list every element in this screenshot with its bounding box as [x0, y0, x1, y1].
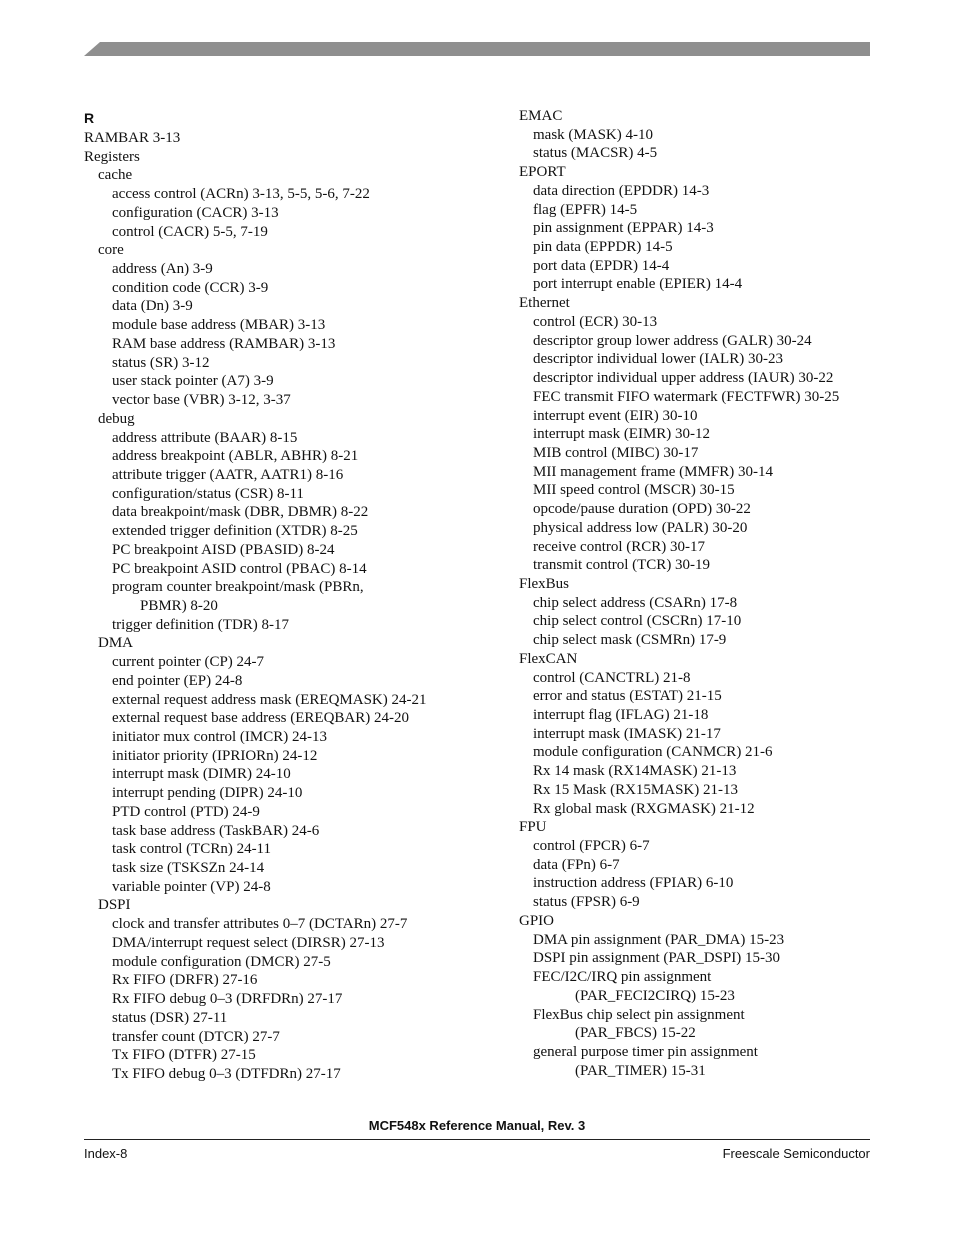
index-entry: DMA pin assignment (PAR_DMA) 15-23: [533, 931, 785, 948]
index-entry: pin assignment (EPPAR) 14-3: [533, 220, 714, 237]
index-entry: Registers: [84, 148, 140, 165]
index-entry: descriptor group lower address (GALR) 30-24: [533, 332, 812, 349]
index-entry: GPIO: [519, 912, 555, 929]
index-entry: data breakpoint/mask (DBR, DBMR) 8-22: [112, 504, 369, 521]
index-entry: Rx global mask (RXGMASK) 21-12: [533, 800, 755, 817]
footer-divider: [84, 1139, 870, 1140]
index-entry: transfer count (DTCR) 27-7: [112, 1028, 280, 1045]
index-entry: Rx 14 mask (RX14MASK) 21-13: [533, 763, 737, 780]
index-entry: Rx FIFO (DRFR) 27-16: [112, 972, 258, 989]
index-entry: interrupt mask (IMASK) 21-17: [533, 725, 721, 742]
index-entry: (PAR_FECI2CIRQ) 15-23: [575, 987, 735, 1004]
index-entry: mask (MASK) 4-10: [533, 126, 653, 143]
index-entry: external request base address (EREQBAR) 24-20: [112, 710, 409, 727]
index-entry: interrupt mask (EIMR) 30-12: [533, 426, 711, 443]
index-right-column: [519, 107, 939, 1080]
index-entry: module configuration (DMCR) 27-5: [112, 953, 331, 970]
index-entry: address (An) 3-9: [112, 261, 213, 278]
index-entry: clock and transfer attributes 0–7 (DCTARn) 27-7: [112, 916, 408, 933]
index-entry: flag (EPFR) 14-5: [533, 201, 638, 218]
index-left-column: [84, 107, 504, 1084]
index-entry: condition code (CCR) 3-9: [112, 279, 269, 296]
index-entry: cache: [98, 167, 133, 184]
index-entry: FEC transmit FIFO watermark (FECTFWR) 30-25: [533, 388, 840, 405]
index-letter-heading: R: [84, 110, 95, 126]
index-entry: Ethernet: [519, 295, 570, 312]
index-entry: status (DSR) 27-11: [112, 1009, 228, 1026]
index-entry: descriptor individual upper address (IAUR) 30-22: [533, 370, 834, 387]
index-entry: task size (TSKSZn 24-14: [112, 860, 265, 877]
index-entry: MII management frame (MMFR) 30-14: [533, 463, 773, 480]
index-entry: Tx FIFO debug 0–3 (DTFDRn) 27-17: [112, 1065, 341, 1082]
index-entry: control (CACR) 5-5, 7-19: [112, 223, 268, 240]
publisher-name: Freescale Semiconductor: [722, 1146, 870, 1161]
index-entry: initiator priority (IPRIORn) 24-12: [112, 747, 318, 764]
index-entry: trigger definition (TDR) 8-17: [112, 616, 290, 633]
index-entry: vector base (VBR) 3-12, 3-37: [112, 392, 291, 409]
index-entry: chip select control (CSCRn) 17-10: [533, 613, 742, 630]
index-entry: descriptor individual lower (IALR) 30-23: [533, 351, 783, 368]
index-entry: program counter breakpoint/mask (PBRn,: [112, 579, 364, 596]
index-entry: error and status (ESTAT) 21-15: [533, 688, 722, 705]
index-entry: MII speed control (MSCR) 30-15: [533, 482, 735, 499]
index-entry: task control (TCRn) 24-11: [112, 841, 272, 858]
index-entry: interrupt mask (DIMR) 24-10: [112, 766, 291, 783]
index-entry: Tx FIFO (DTFR) 27-15: [112, 1047, 256, 1064]
index-entry: status (SR) 3-12: [112, 354, 210, 371]
index-entry: RAMBAR 3-13: [84, 130, 181, 146]
header-bar: [84, 42, 870, 56]
index-entry: configuration (CACR) 3-13: [112, 204, 279, 221]
index-entry: DMA/interrupt request select (DIRSR) 27-13: [112, 934, 385, 951]
index-entry: data (Dn) 3-9: [112, 298, 193, 315]
index-entry: port interrupt enable (EPIER) 14-4: [533, 276, 743, 293]
index-entry: PC breakpoint AISD (PBASID) 8-24: [112, 541, 335, 558]
index-entry: PTD control (PTD) 24-9: [112, 803, 260, 820]
index-entry: EPORT: [519, 164, 566, 181]
index-entry: task base address (TaskBAR) 24-6: [112, 822, 320, 839]
index-entry: port data (EPDR) 14-4: [533, 257, 670, 274]
index-entry: data direction (EPDDR) 14-3: [533, 182, 710, 199]
index-entry: instruction address (FPIAR) 6-10: [533, 875, 734, 892]
index-entry: transmit control (TCR) 30-19: [533, 557, 711, 574]
index-entry: interrupt pending (DIPR) 24-10: [112, 785, 303, 802]
index-entry: pin data (EPPDR) 14-5: [533, 239, 673, 256]
index-entry: (PAR_FBCS) 15-22: [575, 1025, 696, 1042]
index-entry: chip select mask (CSMRn) 17-9: [533, 632, 727, 649]
index-entry: address breakpoint (ABLR, ABHR) 8-21: [112, 448, 359, 465]
index-entry: initiator mux control (IMCR) 24-13: [112, 729, 327, 745]
index-entry: MIB control (MIBC) 30-17: [533, 444, 699, 461]
index-entry: FEC/I2C/IRQ pin assignment: [533, 969, 712, 986]
index-entry: interrupt event (EIR) 30-10: [533, 407, 698, 424]
index-entry: status (MACSR) 4-5: [533, 145, 658, 162]
index-entry: current pointer (CP) 24-7: [112, 654, 265, 671]
index-entry: control (FPCR) 6-7: [533, 838, 650, 855]
footer-title: MCF548x Reference Manual, Rev. 3: [368, 1118, 586, 1133]
index-entry: module configuration (CANMCR) 21-6: [533, 744, 773, 761]
index-entry: status (FPSR) 6-9: [533, 894, 640, 911]
index-entry: RAM base address (RAMBAR) 3-13: [112, 335, 336, 352]
index-entry: (PAR_TIMER) 15-31: [575, 1062, 706, 1079]
index-entry: DSPI: [98, 897, 131, 914]
index-entry: end pointer (EP) 24-8: [112, 672, 243, 689]
index-entry: DMA: [98, 635, 134, 652]
index-entry: FlexCAN: [519, 650, 578, 667]
index-entry: module base address (MBAR) 3-13: [112, 317, 326, 334]
index-entry: receive control (RCR) 30-17: [533, 538, 706, 555]
index-entry: opcode/pause duration (OPD) 30-22: [533, 501, 751, 518]
index-entry: debug: [98, 410, 135, 427]
index-entry: FlexBus: [519, 575, 570, 592]
index-entry: FPU: [519, 819, 547, 836]
index-entry: Rx FIFO debug 0–3 (DRFDRn) 27-17: [112, 991, 343, 1008]
index-entry: address attribute (BAAR) 8-15: [112, 429, 298, 446]
index-entry: configuration/status (CSR) 8-11: [112, 485, 304, 502]
index-entry: interrupt flag (IFLAG) 21-18: [533, 707, 709, 723]
index-entry: variable pointer (VP) 24-8: [112, 878, 271, 895]
index-entry: FlexBus chip select pin assignment: [533, 1006, 745, 1023]
index-entry: core: [98, 242, 124, 259]
index-entry: PC breakpoint ASID control (PBAC) 8-14: [112, 560, 367, 577]
index-entry: Rx 15 Mask (RX15MASK) 21-13: [533, 781, 739, 798]
index-entry: user stack pointer (A7) 3-9: [112, 373, 274, 390]
index-entry: attribute trigger (AATR, AATR1) 8-16: [112, 466, 344, 483]
index-entry: physical address low (PALR) 30-20: [533, 519, 748, 536]
index-entry: data (FPn) 6-7: [533, 856, 620, 873]
index-entry: access control (ACRn) 3-13, 5-5, 5-6, 7-22: [112, 186, 370, 203]
index-entry: chip select address (CSARn) 17-8: [533, 594, 738, 611]
index-entry: general purpose timer pin assignment: [533, 1043, 758, 1060]
index-entry: PBMR) 8-20: [140, 597, 218, 614]
index-entry: EMAC: [519, 108, 563, 124]
index-entry: external request address mask (EREQMASK) 24-21: [112, 691, 427, 708]
index-entry: DSPI pin assignment (PAR_DSPI) 15-30: [533, 950, 780, 967]
index-entry: extended trigger definition (XTDR) 8-25: [112, 523, 358, 540]
index-entry: control (CANCTRL) 21-8: [533, 669, 691, 686]
index-entry: control (ECR) 30-13: [533, 313, 658, 330]
page-number: Index-8: [84, 1146, 128, 1161]
